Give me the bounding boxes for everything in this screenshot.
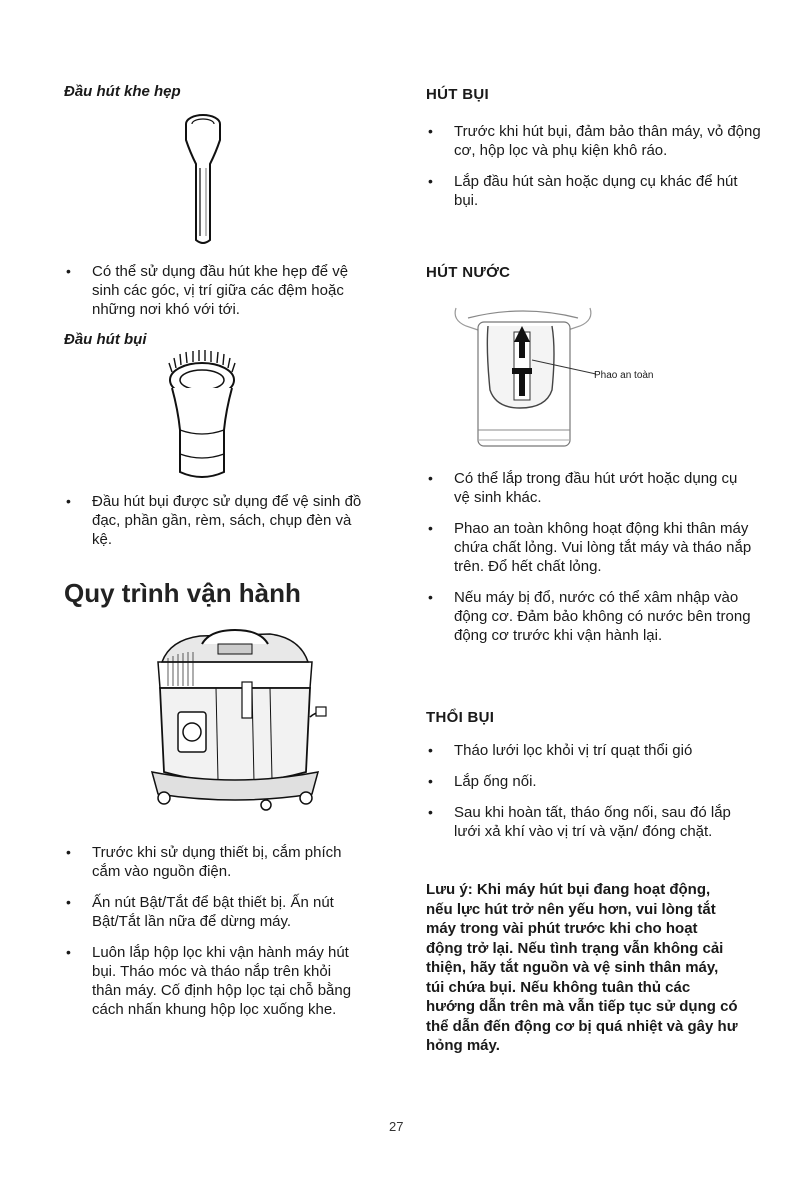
bullet-marker: • <box>66 263 71 279</box>
bullet-marker: • <box>66 844 71 860</box>
dusting-brush-illustration <box>164 350 244 485</box>
page-number: 27 <box>389 1119 404 1134</box>
bullet-marker: • <box>66 894 71 910</box>
blow-heading: THỔI BỤI <box>426 709 495 726</box>
bullet-marker: • <box>428 123 433 139</box>
warning-note: Lưu ý: Khi máy hút bụi đang hoạt động, nếu lực hút trở nên yếu hơn, vui lòng tắt máy trong vài phút trước khi cho hoạt động trở lại. Nếu tình trạng vẫn không cải thiện, hãy tắt nguồn và vệ sinh thân máy, túi chứa bụi. Nếu không tuân thủ các hướng dẫn trên mà vẫn tiếp tục sử dụng có thể dẫn đến động cơ bị quá nhiệt và gây hư hỏng máy. <box>426 881 738 1054</box>
list-item: • Trước khi hút bụi, đảm bảo thân máy, vỏ động cơ, hộp lọc và phụ kiện khô ráo. <box>428 123 761 159</box>
list-item: • Lắp đầu hút sàn hoặc dụng cụ khác để hút bụi. <box>428 173 738 209</box>
list-item: • Trước khi sử dụng thiết bị, cắm phích cắm vào nguồn điện. <box>66 844 342 880</box>
list-item: • Phao an toàn không hoạt động khi thân máy chứa chất lỏng. Vui lòng tắt máy và tháo nắp trên. Đổ hết chất lỏng. <box>428 520 752 575</box>
bullet-marker: • <box>428 470 433 486</box>
list-item: • Luôn lắp hộp lọc khi vận hành máy hút bụi. Tháo móc và tháo nắp trên khỏi thân máy. Cố định hộp lọc tại chỗ bằng cách nhấn khung hộp lọc xuống khe. <box>66 944 352 1018</box>
bullet-marker: • <box>428 520 433 536</box>
list-item: • Có thể sử dụng đầu hút khe hẹp để vệ sinh các góc, vị trí giữa các đệm hoặc những nơi khó với tới. <box>66 263 349 318</box>
dry-vacuum-heading: HÚT BỤI <box>426 86 489 103</box>
blow-bullets <box>426 741 756 853</box>
wet-bullets <box>426 469 756 657</box>
bullet-marker: • <box>428 804 433 820</box>
list-item: • Nếu máy bị đổ, nước có thể xâm nhập vào động cơ. Đảm bảo không có nước bên trong động cơ trước khi vận hành lại. <box>428 589 751 644</box>
bullet-marker: • <box>428 173 433 189</box>
float-diagram-illustration <box>448 290 598 460</box>
dry-bullets <box>426 122 761 222</box>
crevice-tool-illustration <box>178 112 228 247</box>
list-item: • Đầu hút bụi được sử dụng để vệ sinh đồ đạc, phần gần, rèm, sách, chụp đèn và kệ. <box>66 493 362 548</box>
brush-bullets <box>64 492 369 561</box>
bullet-marker: • <box>66 944 71 960</box>
bullet-marker: • <box>428 742 433 758</box>
crevice-tool-heading: Đầu hút khe hẹp <box>64 83 181 100</box>
float-caption: Phao an toàn <box>594 370 654 381</box>
list-item: • Tháo lưới lọc khỏi vị trí quạt thổi gió <box>428 742 693 759</box>
list-item: • Sau khi hoàn tất, tháo ống nối, sau đó lắp lưới xả khí vào vị trí và vặn/ đóng chặt. <box>428 804 731 840</box>
bullet-marker: • <box>66 493 71 509</box>
list-item: • Ấn nút Bật/Tắt để bật thiết bị. Ấn nút Bật/Tắt lần nữa để dừng máy. <box>66 894 334 930</box>
bullet-marker: • <box>428 589 433 605</box>
vacuum-cleaner-illustration <box>140 622 330 812</box>
list-item: • Lắp ống nối. <box>428 773 537 790</box>
bullet-marker: • <box>428 773 433 789</box>
crevice-bullets <box>64 262 364 331</box>
wet-vacuum-heading: HÚT NƯỚC <box>426 264 511 281</box>
list-item: • Có thể lắp trong đầu hút ướt hoặc dụng cụ vệ sinh khác. <box>428 470 738 506</box>
operation-bullets <box>64 843 364 1031</box>
section-title: Quy trình vận hành <box>64 578 301 608</box>
brush-tool-heading: Đầu hút bụi <box>64 331 147 348</box>
